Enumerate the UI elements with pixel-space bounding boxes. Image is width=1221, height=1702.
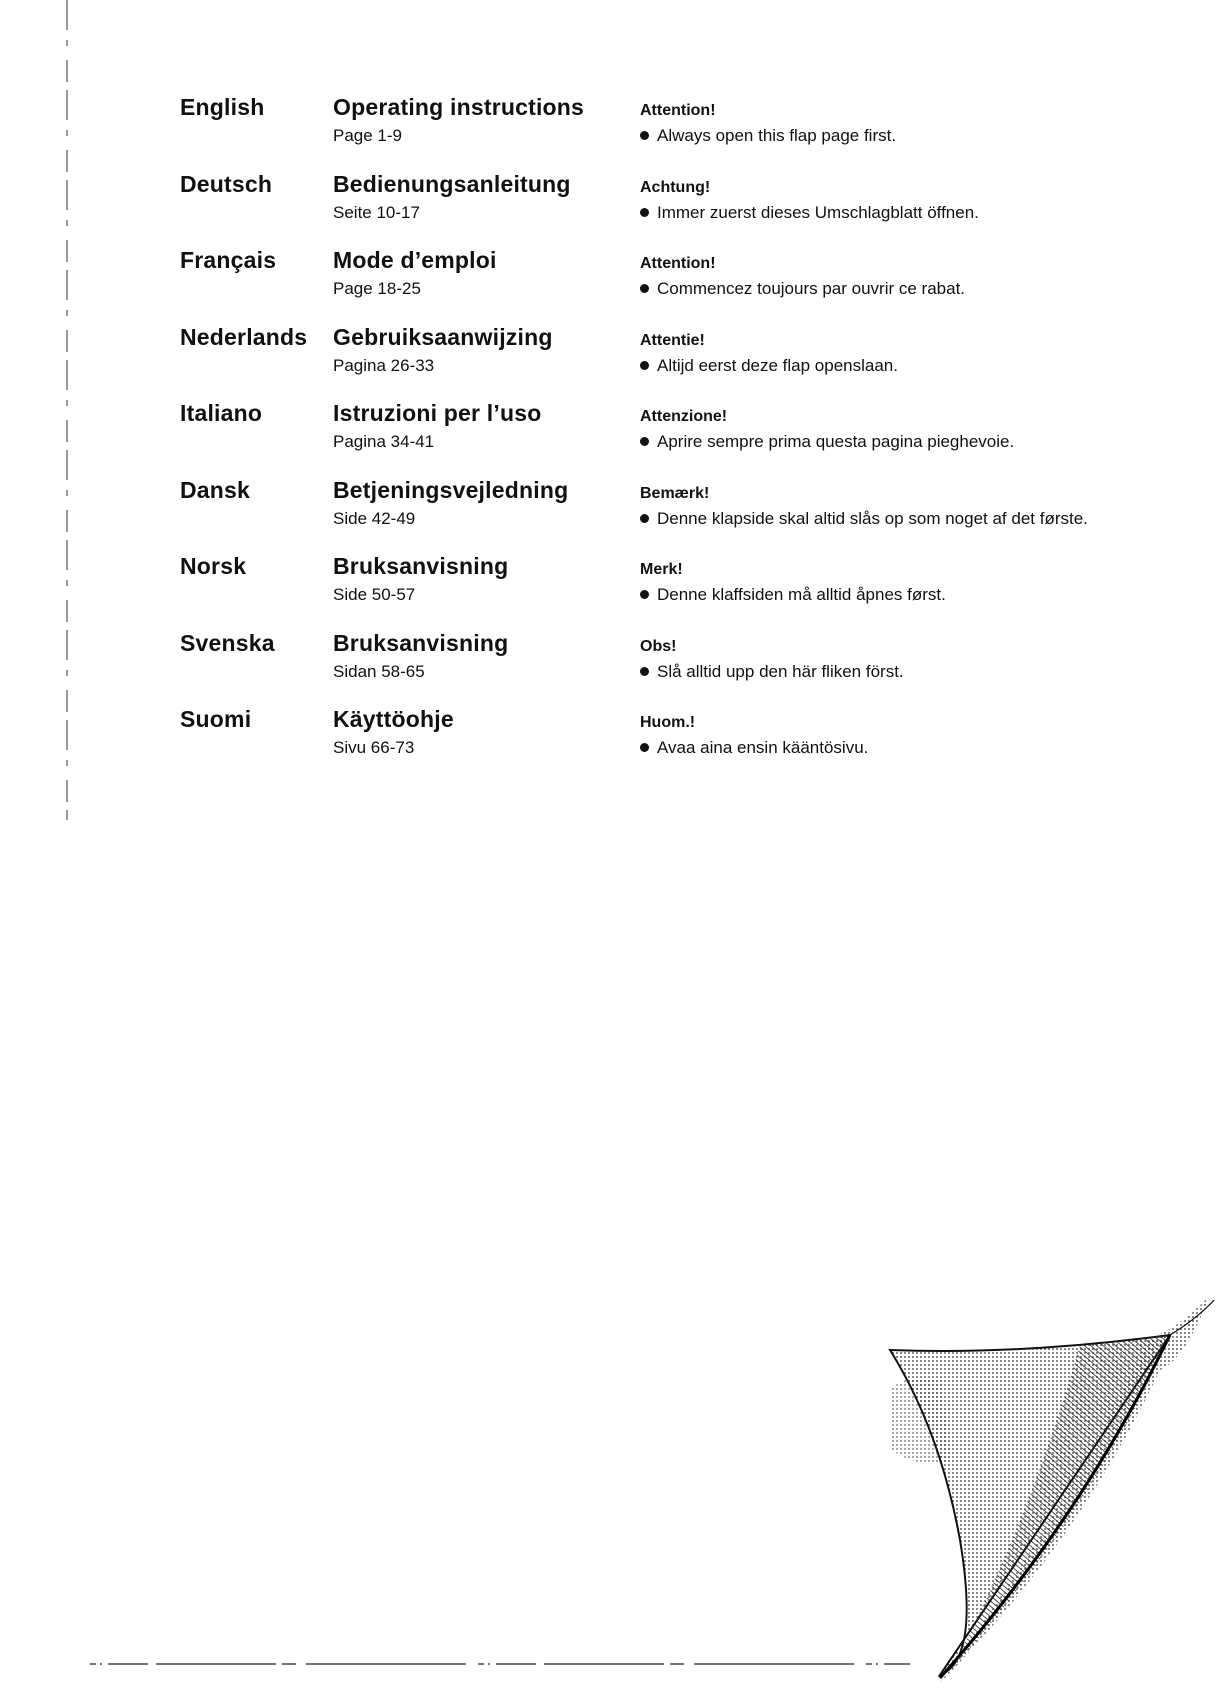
page-range: Sivu 66-73 [333,738,415,757]
page-range: Pagina 26-33 [333,355,435,375]
language-row-norsk [0,553,1221,630]
manual-title: Mode d’emploi [333,247,497,273]
notice-heading: Attention! [640,102,716,119]
notice-heading: Attenzione! [640,408,728,425]
language-name: Dansk [180,476,251,503]
manual-title: Operating instructions [333,94,585,120]
notice-item [640,662,904,682]
manual-title: Istruzioni per l’uso [333,400,542,426]
bullet-dot-icon [640,361,649,370]
language-name: Deutsch [180,170,273,197]
notice-text: Denne klaffsiden må alltid åpnes først. [657,585,946,604]
bullet-dot-icon [640,514,649,523]
manual-title: Gebruiksaanwijzing [333,323,553,350]
notice-item [640,279,965,299]
notice-text: Slå alltid upp den här fliken först. [657,661,904,681]
fold-line-marks [90,1660,910,1674]
notice-heading: Attention! [640,255,716,272]
bullet-dot-icon [640,208,649,217]
language-name: Nederlands [180,323,308,350]
notice-item [640,126,896,146]
page-range: Pagina 34-41 [333,432,435,451]
notice-text: Avaa aina ensin kääntösivu. [657,738,869,757]
notice-text: Altijd eerst deze flap openslaan. [657,355,898,375]
language-name: English [180,94,265,120]
notice-heading: Obs! [640,637,677,655]
manual-title: Bruksanvisning [333,629,509,656]
notice-heading: Achtung! [640,178,711,196]
page-range: Seite 10-17 [333,202,420,222]
page-range: Side 42-49 [333,508,416,528]
bullet-dot-icon [640,131,649,140]
language-row-dansk [0,477,1221,554]
language-name: Français [180,247,277,273]
bullet-dot-icon [640,667,649,676]
language-row-francais [0,247,1221,324]
language-index [0,94,1221,783]
notice-text: Denne klapside skal altid slås op som noget af det første. [657,508,1088,528]
notice-item [640,738,868,758]
page-curl-icon[interactable] [880,1300,1221,1685]
page-range: Page 1-9 [333,126,402,145]
language-row-italiano [0,400,1221,477]
page-range: Side 50-57 [333,585,416,604]
notice-item [640,356,898,376]
language-row-suomi [0,706,1221,783]
notice-text: Aprire sempre prima questa pagina pieghevoie. [657,432,1015,451]
notice-item [640,585,946,605]
notice-heading: Huom.! [640,714,696,731]
bullet-dot-icon [640,590,649,599]
page-range: Page 18-25 [333,279,421,298]
notice-text: Immer zuerst dieses Umschlagblatt öffnen. [657,202,979,222]
manual-title: Käyttöohje [333,706,454,732]
notice-text: Commencez toujours par ouvrir ce rabat. [657,279,966,298]
language-name: Suomi [180,706,252,732]
manual-title: Bedienungsanleitung [333,170,571,197]
language-name: Svenska [180,629,275,656]
language-row-nederlands [0,324,1221,401]
language-row-deutsch [0,171,1221,248]
notice-heading: Bemærk! [640,484,710,502]
notice-heading: Attentie! [640,331,705,349]
manual-title: Betjeningsvejledning [333,476,569,503]
notice-heading: Merk! [640,561,683,578]
bullet-dot-icon [640,743,649,752]
language-name: Norsk [180,553,247,579]
bullet-dot-icon [640,284,649,293]
bullet-dot-icon [640,437,649,446]
notice-item [640,203,979,223]
notice-item [640,509,1088,529]
manual-title: Bruksanvisning [333,553,509,579]
page-range: Sidan 58-65 [333,661,425,681]
language-row-english [0,94,1221,171]
notice-text: Always open this flap page first. [657,126,897,145]
language-name: Italiano [180,400,263,426]
language-row-svenska [0,630,1221,707]
notice-item [640,432,1014,452]
